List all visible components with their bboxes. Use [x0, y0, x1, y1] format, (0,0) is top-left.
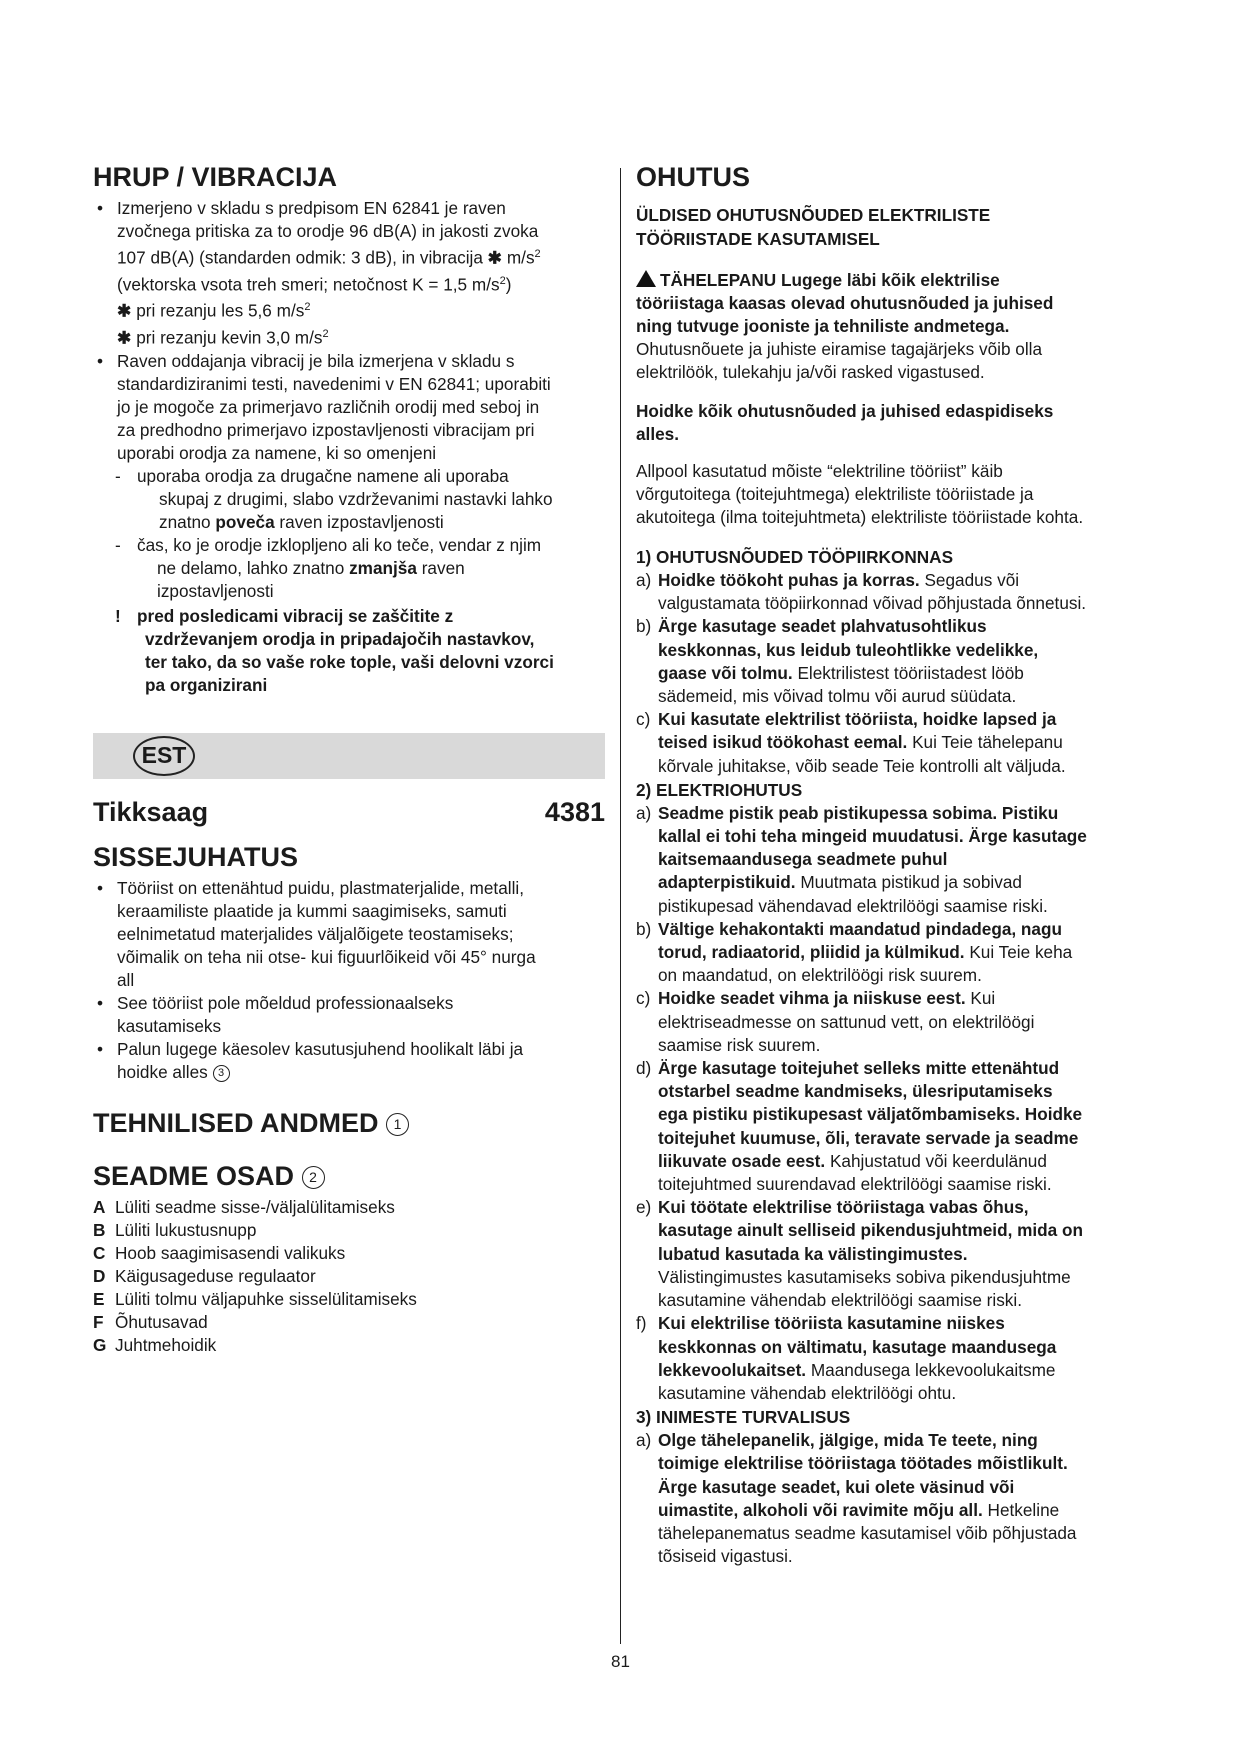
keep-instructions: Hoidke kõik ohutusnõuded ja juhised edaspidiseks alles.: [636, 401, 1054, 444]
rule-2b: b) Vältige kehakontakti maandatud pindadega, nagu torud, radiaatorid, pliidid ja külmikud. Kui Teie keha on maandatud, on elektrilöögi risk suurem.: [636, 918, 1073, 986]
right-column: [636, 162, 1148, 1568]
intro-bullet-purpose: • Tööriist on ettenähtud puidu, plastmaterjalide, metalli, keraamiliste plaatide ja kummi saagimiseks, samuti eelnimetatud materjalides väljalõigete teostamiseks; võimalik on teha nii otse- kui figuurlõikeid või 45° nurga all: [93, 877, 605, 992]
dash-item-other-use: - uporaba orodja za drugačne namene ali uporaba skupaj z drugimi, slabo vzdrževanimi nastavki lahko znatno poveča raven izpostavljenosti: [115, 465, 553, 532]
intro-bullet-read-manual: • Palun lugege käesolev kasutusjuhend hoolikalt läbi ja hoidke alles 3: [93, 1038, 605, 1084]
left-column: [93, 162, 605, 1357]
parts-item: A Lüliti seadme sisse-/väljalülitamiseks: [93, 1196, 395, 1217]
intro-bullet-professional: • See tööriist pole mõeldud professionaalseks kasutamiseks: [93, 992, 605, 1038]
parts-item: D Käigusageduse regulaator: [93, 1265, 316, 1286]
vibration-emission-bullet: • Raven oddajanja vibracij je bila izmerjena v skladu s standardiziranimi testi, navedenimi v EN 62841; uporabiti jo je mogoče za primerjavo različnih orodij med seboj in za predhodno primerjavo izpostavljenosti vibracijam pri uporabi orodja za namene, ki so omenjeni: [93, 350, 605, 465]
product-title-row: [93, 797, 605, 828]
rule-2a: a) Seadme pistik peab pistikupessa sobima. Pistiku kallal ei tohi teha mingeid muudatusi. Ärge kasutage kaitsemaandusega seadmete puhul adapterpistikuid. Muutmata pistikud ja sobivad pistikupesad vähendavad elektrilöögi saamise riski.: [636, 802, 1087, 916]
parts-item: C Hoob saagimisasendi valikuks: [93, 1242, 346, 1263]
page-number: 81: [611, 1652, 630, 1671]
rule-2f: f) Kui elektrilise tööriista kasutamine niiskes keskkonnas on vältimatu, kasutage maandusega lekkevoolukaitset. Maandusega lekkevoolukaitsme kasutamine vähendab elektrilöögi ohtu.: [636, 1313, 1057, 1403]
language-band: [93, 733, 605, 779]
column-divider: [620, 168, 621, 1644]
product-number: 4381: [544, 796, 605, 827]
rule-3a: a) Olge tähelepanelik, jälgige, mida Te teete, ning toimige elektrilise tööriistaga töötades mõistlikult. Ärge kasutage seadet, kui olete väsinud või uimastite, alkoholi või ravimite mõju all. Hetkeline tähelepanematus seadme kasutamisel võib põhjustada tõsiseid vigastusi.: [636, 1430, 1077, 1567]
star-icon: ✱: [117, 301, 132, 322]
rule-1b: b) Ärge kasutage seadet plahvatusohtlikus keskkonnas, kus leidub tuleohtlikke vedelikke, gaase või tolmu. Elektrilistest tööriistadest lööb sädemeid, mis võivad tolmu või aurud süüdata.: [636, 616, 1039, 707]
parts-item: G Juhtmehoidik: [93, 1334, 217, 1355]
safety-heading: OHUTUS: [636, 162, 750, 192]
noise-measurement-bullet: • Izmerjeno v skladu s predpisom EN 62841 je raven zvočnega pritiska za to orodje 96 dB(A) in jakosti zvoka 107 dB(A) (standarden odmik: 3 dB), in vibracija ✱ $m/s^2$ (vektorska vsota treh smeri; netočnost K = 1,5 $m/s^2$) ✱ pri rezanju les 5,6 $m/s^2$ ✱ pri rezanju kevin 3,0 $m/s^2$: [93, 197, 605, 350]
rule-2d: d) Ärge kasutage toitejuhet selleks mitte ettenähtud otstarbel seadme kandmiseks, ülesriputamiseks ega pistiku pistikupesast väljatõmbamiseks. Hoidke toitejuhet kuumuse, õli, teravate servade ja seadme liikuvate osade eest. Kahjustatud või keerdulänud toitejuhtmed suurendavad elektrilöögi saamise riski.: [636, 1058, 1083, 1195]
section-personal-safety: 3) INIMESTE TURVALISUS: [636, 1407, 851, 1428]
est-language-badge: EST: [133, 736, 195, 776]
definition-paragraph: Allpool kasutatud mõiste “elektriline tööriist” käib võrgutoitega (toitejuhtmega) elektriliste tööriistade ja akutoitega (ilma toitejuhtmeta) elektriliste tööriistade kohta.: [636, 461, 1084, 527]
parts-item: B Lüliti lukustusnupp: [93, 1219, 257, 1240]
figure-ref-1: 1: [386, 1113, 409, 1136]
figure-ref-2: 2: [302, 1166, 325, 1189]
section-work-area: 1) OHUTUSNÕUDED TÖÖPIIRKONNAS: [636, 547, 954, 567]
rule-1a: a) Hoidke töökoht puhas ja korras. Segadus või valgustamata tööpiirkonnad võivad põhjustada õnnetusi.: [636, 570, 1087, 614]
warning-triangle-icon: [636, 270, 656, 287]
figure-ref-3: 3: [213, 1065, 230, 1082]
dash-item-idle-time: - čas, ko je orodje izklopljeno ali ko teče, vendar z njim ne delamo, lahko znatno zmanjša raven izpostavljenosti: [115, 534, 542, 601]
rule-2c: c) Hoidke seadet vihma ja niiskuse eest. Kui elektriseadmesse on sattunud vett, on elektrilöögi saamise risk suurem.: [636, 988, 1035, 1055]
tech-data-heading: TEHNILISED ANDMED 1: [93, 1108, 605, 1139]
product-name: Tikksaag: [93, 796, 209, 827]
rule-2e: e) Kui töötate elektrilise tööriistaga vabas õhus, kasutage ainult selliseid pikendusjuhtmeid, mida on lubatud kasutada ka välistingimustes. Välistingimustes kasutamiseks sobiva pikendusjuhtme kasutamine vähendab elektrilöögi saamise riski.: [636, 1197, 1084, 1311]
star-icon: ✱: [117, 327, 132, 348]
attention-block: TÄHELEPANU Lugege läbi kõik elektrilise tööriistaga kaasas olevad ohutusnõuded ja juhised ning tutvuge jooniste ja tehniliste andmetega. Ohutusnõuete ja juhiste eiramise tagajärjeks võib olla elektrilöök, tulekahju ja/või rasked vigastused.: [636, 270, 1054, 382]
intro-heading: SISSEJUHATUS: [93, 841, 299, 872]
parts-list: [93, 1196, 605, 1357]
noise-vibration-heading: HRUP / VIBRACIJA: [93, 162, 338, 192]
vibration-warning: ! pred posledicami vibracij se zaščitite z vzdrževanjem orodja in pripadajočih nastavkov, ter tako, da so vaše roke tople, vaši delovni vzorci pa organizirani: [115, 605, 554, 695]
rule-1c: c) Kui kasutate elektrilist tööriista, hoidke lapsed ja teised isikud töökohast eemal. Kui Teie tähelepanu kõrvale juhitakse, võib seade Teie kontrolli alt väljuda.: [636, 709, 1066, 776]
section-electrical-safety: 2) ELEKTRIOHUTUS: [636, 779, 803, 800]
parts-heading: SEADME OSAD 2: [93, 1161, 605, 1192]
parts-item: F Õhutusavad: [93, 1311, 208, 1332]
star-icon: ✱: [487, 247, 503, 268]
parts-item: E Lüliti tolmu väljapuhke sisselülitamiseks: [93, 1288, 417, 1309]
general-safety-subheading: ÜLDISED OHUTUSNÕUDED ELEKTRILISTE TÖÖRIISTADE KASUTAMISEL: [636, 205, 991, 249]
